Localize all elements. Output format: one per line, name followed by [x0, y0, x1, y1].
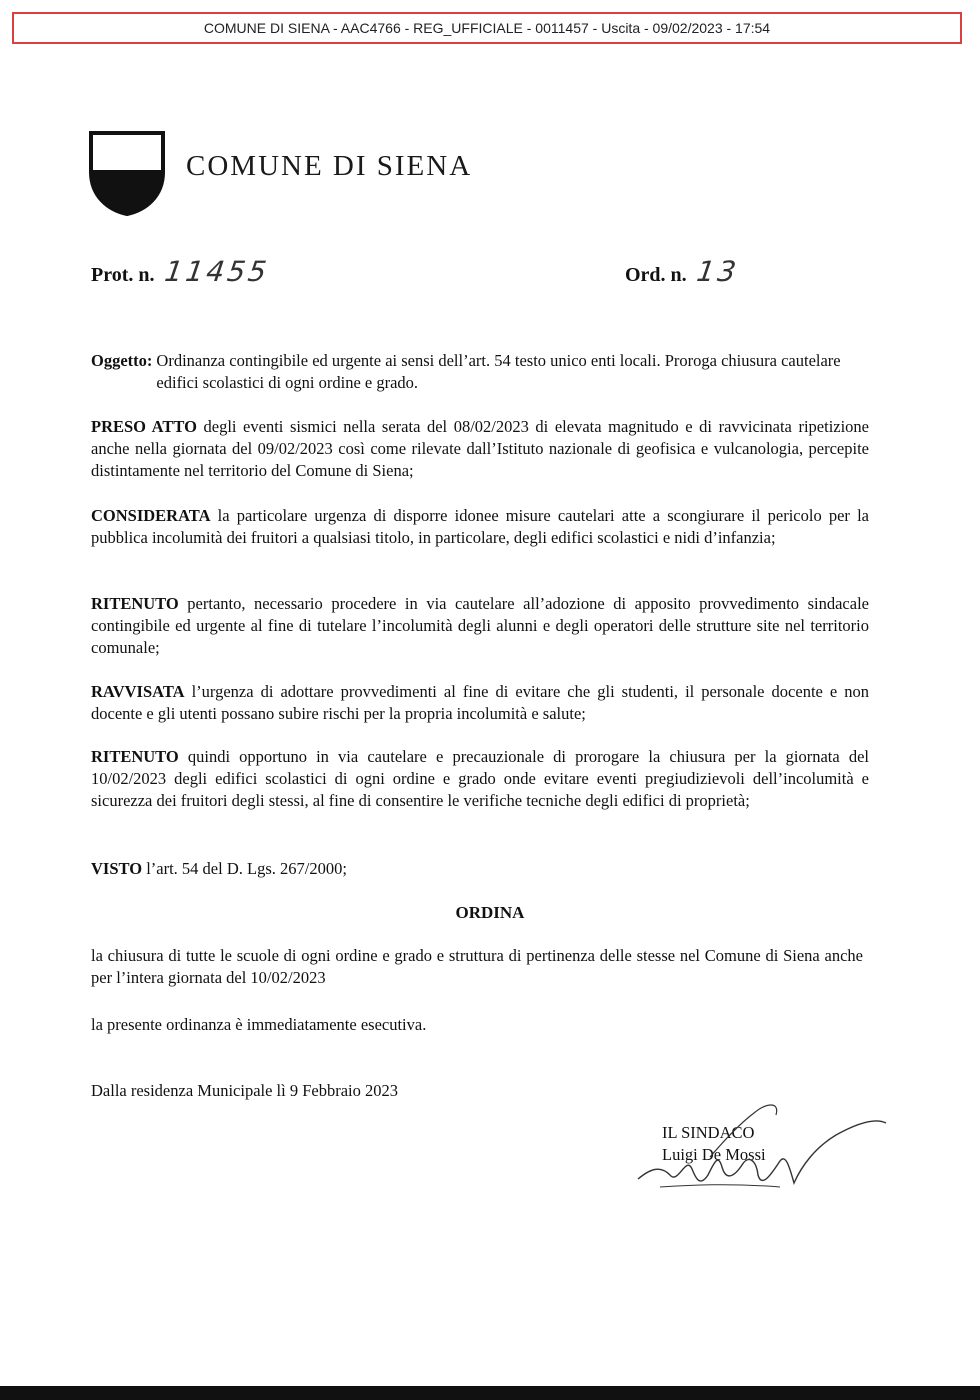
org-name: COMUNE DI SIENA: [186, 150, 473, 182]
paragraph-preso-atto: [91, 416, 869, 482]
subject: [91, 350, 867, 394]
bottom-bar: [0, 1386, 980, 1400]
paragraph-visto: [91, 858, 869, 880]
subject-label: Oggetto:: [91, 351, 153, 370]
paragraph-text: pertanto, necessario procedere in via cautelare all’adozione di apposito provvedimento sindacale contingibile ed urgente al fine di tutelare l’incolumità degli alunni e degli operatori delle strutture site nel territorio comunale;: [91, 594, 869, 657]
protocol-number: [91, 255, 269, 288]
ord-value: 13: [694, 255, 741, 288]
paragraph-ravvisata: [91, 681, 869, 725]
paragraph-keyword: CONSIDERATA: [91, 506, 211, 525]
paragraph-ritenuto-proroga: [91, 746, 869, 812]
paragraph-keyword: RITENUTO: [91, 594, 179, 613]
paragraph-keyword: RITENUTO: [91, 747, 179, 766]
shield-crest-icon: [88, 130, 166, 216]
paragraph-text: quindi opportuno in via cautelare e precauzionale di prorogare la chiusura per la giornata del 10/02/2023 degli edifici scolastici di ogni ordine e grado onde evitare eventi pregiudizievoli dell’incolumità e sicurezza dei fruitori degli stessi, al fine di consentire le verifiche tecniche degli edifici di proprietà;: [91, 747, 869, 810]
paragraph-keyword: VISTO: [91, 859, 143, 878]
paragraph-keyword: RAVVISATA: [91, 682, 185, 701]
signatory-name: Luigi De Mossi: [662, 1145, 766, 1164]
paragraph-text: l’urgenza di adottare provvedimenti al fine di evitare che gli studenti, il personale docente e non docente e gli utenti possano subire rischi per la propria incolumità e salute;: [91, 682, 869, 723]
signatory-title: IL SINDACO: [662, 1123, 755, 1142]
handwritten-signature: [630, 1095, 890, 1205]
paragraph-text: l’art. 54 del D. Lgs. 267/2000;: [142, 859, 347, 878]
place-date: Dalla residenza Municipale lì 9 Febbraio 2023: [91, 1081, 398, 1100]
paragraph-text: la particolare urgenza di disporre idonee misure cautelari atte a scongiurare il pericolo per la pubblica incolumità dei fruitori a qualsiasi titolo, in particolare, degli edifici scolastici e nidi d’infanzia;: [91, 506, 869, 547]
paragraph-ritenuto: [91, 593, 869, 659]
prot-value: 11455: [162, 255, 271, 288]
execution-text: la presente ordinanza è immediatamente esecutiva.: [91, 1015, 427, 1034]
ord-label: Ord. n.: [625, 264, 687, 286]
ordina-heading: ORDINA: [455, 903, 525, 922]
paragraph-considerata: [91, 505, 869, 549]
ordinance-number: [625, 255, 741, 288]
paragraph-text: degli eventi sismici nella serata del 08/02/2023 di elevata magnitudo e di ravvicinata ripetizione anche nella giornata del 09/02/2023 così come rilevate dall’Istituto nazionale di geofisica e vulcanologia, percepite distintamente nel territorio del Comune di Siena;: [91, 417, 870, 480]
subject-text: Ordinanza contingibile ed urgente ai sensi dell’art. 54 testo unico enti locali. Proroga chiusura cautelare edifici scolastici di ogni ordine e grado.: [156, 351, 841, 392]
prot-label: Prot. n.: [91, 264, 155, 286]
protocol-stamp: COMUNE DI SIENA - AAC4766 - REG_UFFICIALE - 0011457 - Uscita - 09/02/2023 - 17:54: [12, 12, 962, 44]
paragraph-keyword: PRESO ATTO: [91, 417, 197, 436]
order-text: la chiusura di tutte le scuole di ogni ordine e grado e struttura di pertinenza delle stesse nel Comune di Siena anche per l’intera giornata del 10/02/2023: [91, 946, 863, 987]
